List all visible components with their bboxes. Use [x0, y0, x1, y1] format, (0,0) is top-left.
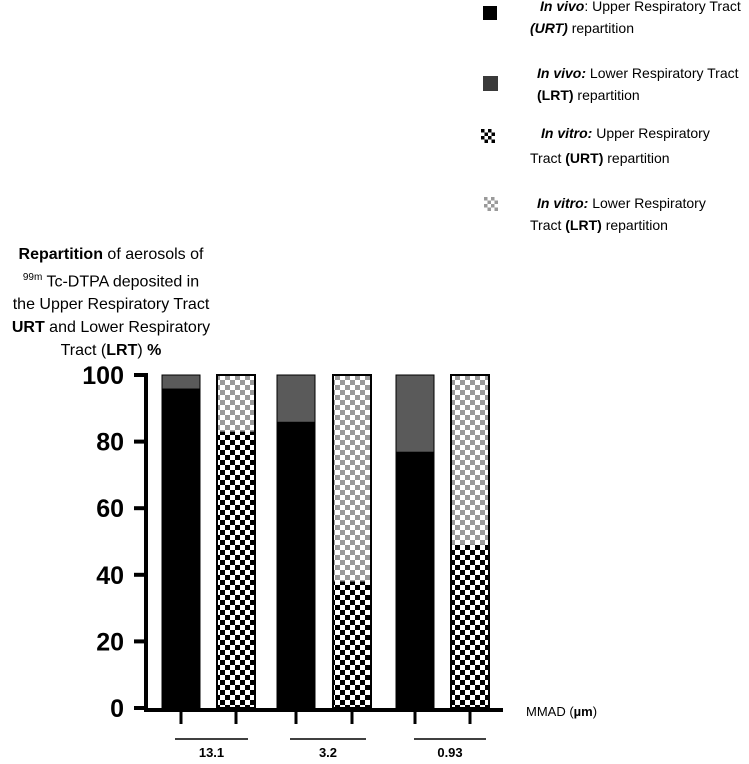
group-label-13-1: 13.1	[198, 745, 225, 760]
y-tick-label-60: 60	[96, 495, 124, 524]
y-tick-label-80: 80	[96, 428, 124, 457]
legend-label-in-vivo-urt: In vivo: Upper Respiratory Tract (URT) repartition	[530, 0, 741, 36]
group-label-0-93: 0.93	[437, 745, 463, 760]
bar-urt-3-2-in-vitro	[333, 581, 371, 708]
bar-urt-13-1-in-vitro	[217, 432, 255, 708]
bar-urt-3-2-in-vivo	[277, 422, 315, 708]
y-tick-label-100: 100	[82, 362, 124, 390]
y-tick-label-0: 0	[110, 695, 124, 723]
bar-lrt-13-1-in-vivo	[162, 375, 200, 388]
bar-lrt-13-1-in-vitro	[217, 375, 255, 432]
bar-lrt-3-2-in-vivo	[277, 375, 315, 422]
bar-lrt-3-2-in-vitro	[333, 375, 371, 581]
bar-urt-0-93-in-vivo	[396, 452, 434, 708]
group-label-3-2: 3.2	[318, 745, 338, 760]
legend-label-in-vitro-urt: In vitro: Upper Respiratory Tract (URT) repartition	[530, 125, 710, 166]
bar-lrt-0-93-in-vivo	[396, 375, 434, 452]
legend-label-in-vivo-lrt: In vivo: Lower Respiratory Tract (LRT) repartition	[537, 65, 739, 103]
y-tick-label-20: 20	[96, 628, 124, 657]
x-axis-label: MMAD (µm)	[526, 704, 598, 719]
bar-lrt-0-93-in-vitro	[451, 375, 489, 545]
bar-urt-0-93-in-vitro	[451, 545, 489, 708]
y-axis-label: Repartition of aerosols of $^{99m}$ Tc-DTPA deposited in the Upper Respiratory Tract URT and Lower Respiratory Tract (LRT) %	[11, 246, 211, 360]
legend-label-in-vitro-lrt: In vitro: Lower Respiratory Tract (LRT) repartition	[530, 195, 706, 233]
y-tick-label-40: 40	[96, 561, 124, 590]
bar-urt-13-1-in-vivo	[162, 388, 200, 708]
